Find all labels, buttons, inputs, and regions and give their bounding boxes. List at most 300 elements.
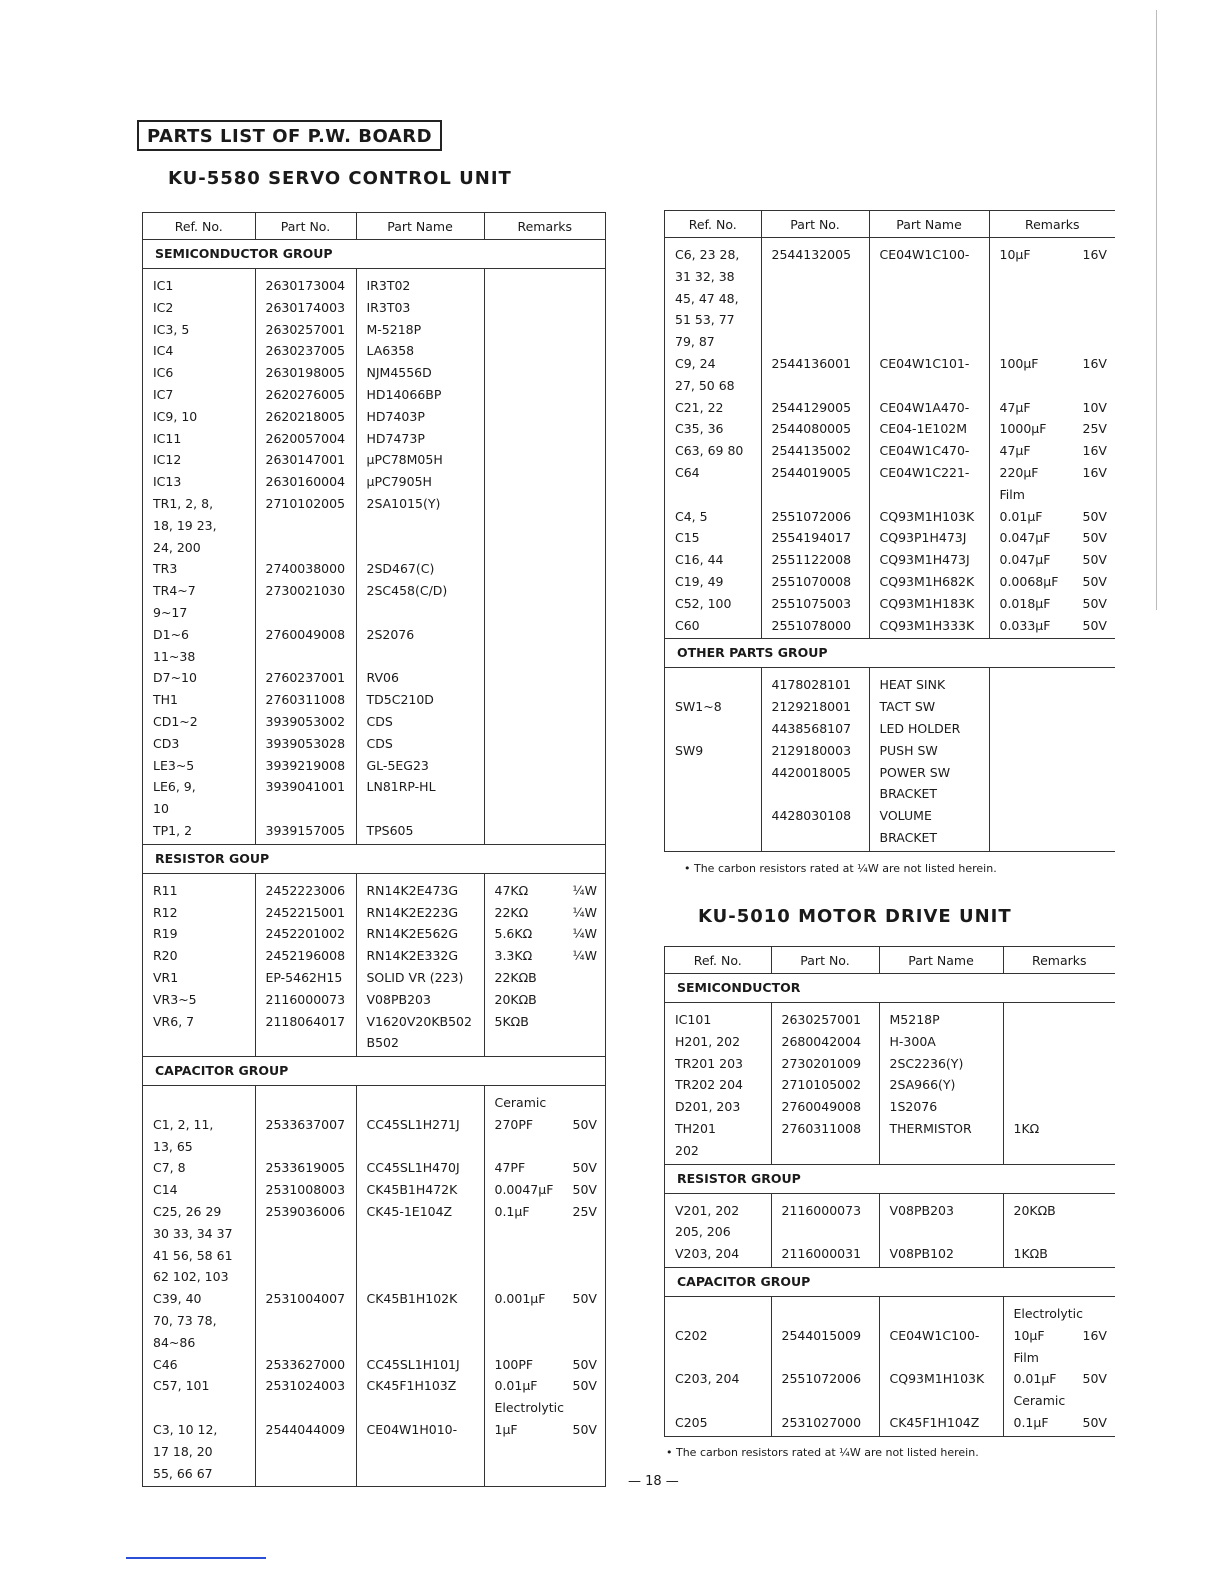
table-cell: CQ93M1H473J (879, 552, 970, 568)
table-cell: 2544080005 (771, 421, 852, 437)
remarks-rating: 50V (572, 1160, 597, 1176)
table-cell: 2531008003 (265, 1182, 346, 1198)
table-cell: 3939053002 (265, 713, 346, 729)
table-cell: 2116000073 (265, 991, 346, 1007)
table-cell: 2129218001 (771, 699, 852, 715)
table-cell: CE04-1E102M (879, 421, 968, 437)
table-cell: CC45SL1H470J (366, 1160, 460, 1176)
table-cell: 51 53, 77 (675, 312, 735, 328)
table-cell: POWER SW (879, 764, 951, 780)
group-heading: OTHER PARTS GROUP (665, 639, 1115, 668)
table-cell: CE04W1C100- (889, 1327, 980, 1343)
motor-parts-table (664, 946, 1115, 1437)
remarks-cell (1000, 244, 1108, 266)
remarks-cell (1014, 1140, 1108, 1162)
scan-edge-line (1156, 10, 1157, 610)
table-cell: 2452223006 (265, 882, 346, 898)
table-cell (266, 1463, 348, 1485)
remarks-rating: 16V (1082, 247, 1107, 262)
table-cell: 2533627000 (265, 1356, 346, 1372)
remarks-value: 100µF (999, 355, 1039, 371)
table-cell: 2452201002 (265, 926, 346, 942)
remarks-cell (1014, 1118, 1108, 1140)
remarks-cell (495, 1245, 598, 1267)
remarks-cell (495, 1092, 598, 1114)
table-cell: 2630173004 (265, 278, 346, 293)
table-cell: 2531004007 (265, 1291, 346, 1307)
table-cell (782, 1221, 871, 1243)
table-cell: M5218P (889, 1012, 940, 1027)
remarks-value (1014, 1031, 1018, 1053)
table-cell: IC2 (153, 299, 174, 315)
remarks-rating: 50V (1082, 508, 1107, 524)
table-cell: RN14K2E223G (366, 904, 459, 920)
table-cell: CK45B1H102K (366, 1291, 458, 1307)
table-cell: 205, 206 (675, 1224, 731, 1240)
remarks-value: 1KΩB (1013, 1246, 1048, 1262)
table-cell: EP-5462H15 (265, 969, 343, 985)
table-cell (153, 1397, 247, 1419)
table-cell: C64 (675, 464, 700, 480)
table-cell (880, 331, 981, 353)
remarks-value: 5.6KΩ (494, 926, 533, 942)
remarks-cell (1000, 397, 1108, 419)
remarks-cell (1000, 266, 1108, 288)
remarks-value: 0.001µF (494, 1291, 546, 1307)
table-cell: 202 (675, 1142, 699, 1158)
remarks-cell (495, 880, 598, 902)
remarks-value: 1µF (494, 1422, 518, 1438)
table-cell (782, 1303, 871, 1325)
table-cell: IC1 (153, 278, 174, 293)
table-cell: CE04W1C100- (879, 247, 970, 262)
table-cell: RN14K2E562G (366, 926, 459, 942)
remarks-value: 0.047µF (999, 552, 1051, 568)
group-rows (665, 668, 1115, 851)
remarks-value (1014, 1009, 1018, 1031)
table-cell (153, 1032, 247, 1054)
scan-underline-mark (126, 1557, 266, 1559)
table-cell (266, 1441, 348, 1463)
table-cell: 41 56, 58 61 (153, 1247, 233, 1263)
remarks-value (1014, 1221, 1018, 1243)
remarks-value (1014, 1053, 1018, 1075)
remarks-cell (1000, 288, 1108, 310)
remarks-rating: 50V (572, 1378, 597, 1394)
remarks-cell (1000, 418, 1108, 440)
table-cell (772, 783, 861, 805)
table-cell (266, 1092, 348, 1114)
table-cell: 2118064017 (265, 1013, 346, 1029)
table-cell: 2630147001 (265, 452, 346, 468)
remarks-value (495, 1441, 499, 1463)
remarks-value: 0.033µF (999, 617, 1051, 633)
remarks-cell (495, 902, 598, 924)
table-cell (675, 1303, 763, 1325)
group-heading: SEMICONDUCTOR (665, 974, 1115, 1003)
table-cell: C7, 8 (153, 1160, 186, 1176)
page-title: PARTS LIST OF P.W. BOARD (137, 120, 442, 151)
table-cell: 2539036006 (265, 1204, 346, 1220)
table-cell: 2129180003 (771, 742, 852, 758)
table-cell: CQ93M1H103K (879, 508, 975, 524)
table-cell: CQ93M1H183K (879, 595, 975, 611)
remarks-rating: 16V (1082, 464, 1107, 480)
table-cell: PUSH SW (879, 742, 938, 758)
remarks-value (1014, 1140, 1018, 1162)
remarks-cell (495, 1463, 598, 1485)
remarks-value: 0.0047µF (494, 1182, 554, 1198)
remarks-cell (1014, 1243, 1108, 1265)
table-cell: TH201 (675, 1120, 716, 1136)
remarks-cell (495, 967, 598, 989)
remarks-cell (1014, 1368, 1108, 1390)
table-cell (675, 762, 753, 784)
table-cell (772, 331, 861, 353)
remarks-value: 0.01µF (1013, 1371, 1057, 1387)
table-cell: R20 (153, 948, 178, 964)
remarks-cell (495, 1375, 598, 1397)
table-cell: LN81RP-HL (366, 779, 436, 795)
table-cell (367, 515, 476, 537)
remarks-rating: 25V (572, 1204, 597, 1220)
table-cell (772, 484, 861, 506)
table-cell: IC4 (153, 343, 174, 359)
table-header-row (665, 947, 1115, 974)
table-cell (675, 1347, 763, 1369)
remarks-cell (495, 1288, 598, 1310)
table-cell: CE04W1H010- (366, 1422, 458, 1438)
table-cell: C35, 36 (675, 421, 724, 437)
table-cell: CDS (366, 713, 393, 729)
remarks-cell (495, 1397, 598, 1419)
remarks-rating: 50V (1082, 530, 1107, 546)
remarks-value: 1000µF (999, 421, 1047, 437)
table-cell (782, 1140, 871, 1162)
table-cell: LE3~5 (153, 757, 195, 773)
remarks-cell (1014, 1412, 1108, 1434)
group-rows (143, 269, 605, 845)
table-cell: 2554194017 (771, 530, 852, 546)
table-cell: 2551078000 (771, 617, 852, 633)
table-cell: C4, 5 (675, 508, 708, 524)
table-cell (367, 646, 476, 668)
servo-unit-title: KU-5580 SERVO CONTROL UNIT (168, 168, 512, 189)
table-cell: HD7403P (366, 408, 425, 424)
table-cell: 79, 87 (675, 334, 715, 350)
table-cell: C16, 44 (675, 552, 724, 568)
table-cell: IC7 (153, 386, 174, 402)
table-cell: 3939041001 (265, 779, 346, 795)
remarks-value: 22KΩ (494, 904, 529, 920)
table-cell (266, 1223, 348, 1245)
remarks-rating: 50V (572, 1422, 597, 1438)
table-cell (367, 1245, 476, 1267)
table-cell: 84~86 (153, 1334, 196, 1350)
table-cell: 2680042004 (781, 1033, 862, 1049)
remarks-cell (495, 1441, 598, 1463)
header-part-name: Part Name (869, 211, 989, 238)
table-cell: 2630198005 (265, 365, 346, 381)
remarks-value (495, 1463, 499, 1485)
remarks-value (495, 1032, 499, 1054)
table-cell: 2710105002 (781, 1077, 862, 1093)
group-heading: RESISTOR GOUP (143, 844, 605, 873)
table-cell: HD14066BP (366, 386, 442, 402)
table-cell (367, 1310, 476, 1332)
table-cell: IC6 (153, 365, 174, 381)
remarks-cell (495, 1011, 598, 1033)
remarks-rating: 50V (1082, 1414, 1107, 1430)
remarks-cell (1000, 615, 1108, 637)
table-cell: 2SD467(C) (366, 561, 435, 577)
table-cell: 62 102, 103 (153, 1269, 229, 1285)
table-cell: C52, 100 (675, 595, 732, 611)
remarks-value (1014, 1096, 1018, 1118)
table-cell: SOLID VR (223) (366, 969, 464, 985)
remarks-value (495, 1136, 499, 1158)
table-cell: THERMISTOR (889, 1120, 972, 1136)
group-rows (665, 1193, 1115, 1267)
table-cell: 2544136001 (771, 355, 852, 371)
table-cell: CC45SL1H101J (366, 1356, 460, 1372)
table-header-row (665, 211, 1115, 238)
table-cell: LA6358 (366, 343, 415, 359)
remarks-rating: 50V (1082, 552, 1107, 568)
table-cell: C15 (675, 530, 700, 546)
table-cell: CE04W1A470- (879, 399, 970, 415)
table-cell (782, 1390, 871, 1412)
table-cell: 2533619005 (265, 1160, 346, 1176)
table-cell: M-5218P (366, 321, 422, 337)
table-cell: 3939157005 (265, 822, 346, 838)
table-cell: C21, 22 (675, 399, 724, 415)
group-rows (143, 873, 605, 1056)
remarks-cell (1014, 1031, 1108, 1053)
table-cell: TR3 (153, 561, 178, 577)
remarks-rating: 50V (1082, 595, 1107, 611)
remarks-rating: 16V (1082, 355, 1107, 371)
remarks-cell (495, 1114, 598, 1136)
remarks-cell (1014, 1074, 1108, 1096)
table-cell: 2630237005 (265, 343, 346, 359)
table-cell: 2620218005 (265, 408, 346, 424)
table-cell: BRACKET (879, 829, 938, 845)
table-cell: C203, 204 (675, 1371, 740, 1387)
remarks-value: 0.1µF (1013, 1414, 1049, 1430)
table-cell: 2551072006 (771, 508, 852, 524)
remarks-cell (1000, 375, 1108, 397)
table-cell: C57, 101 (153, 1378, 210, 1394)
remarks-rating: 10V (1082, 399, 1107, 415)
table-cell: D7~10 (153, 670, 197, 686)
table-cell: C3, 10 12, (153, 1422, 218, 1438)
table-cell: HD7473P (366, 430, 425, 446)
table-cell: 2116000031 (781, 1246, 862, 1262)
table-cell: 2544019005 (771, 464, 852, 480)
table-cell: 2620276005 (265, 386, 346, 402)
table-cell: 18, 19 23, (153, 517, 217, 533)
table-cell: 2740038000 (265, 561, 346, 577)
table-cell: 2452215001 (265, 904, 346, 920)
table-cell: IR3T02 (366, 278, 411, 293)
remarks-value: 47µF (999, 399, 1031, 415)
table-cell: C19, 49 (675, 573, 724, 589)
remarks-cell (1000, 462, 1108, 484)
remarks-cell (495, 1136, 598, 1158)
remarks-cell (1000, 331, 1108, 353)
remarks-cell (495, 1223, 598, 1245)
table-cell (880, 266, 981, 288)
remarks-cell (495, 1310, 598, 1332)
table-cell (266, 798, 348, 820)
remarks-cell (495, 1266, 598, 1288)
table-cell: CQ93P1H473J (879, 530, 967, 546)
remarks-rating: 16V (1082, 443, 1107, 459)
table-cell: IC9, 10 (153, 408, 198, 424)
remarks-value (495, 1245, 499, 1267)
table-cell (772, 309, 861, 331)
table-cell: 2531027000 (781, 1414, 862, 1430)
table-cell: 2551072006 (781, 1371, 862, 1387)
remarks-value: 47PF (494, 1160, 526, 1176)
table-cell: CE04W1C101- (879, 355, 970, 371)
table-cell: 2760311008 (781, 1120, 862, 1136)
remarks-cell (1000, 527, 1108, 549)
table-cell: TR201 203 (675, 1055, 744, 1071)
table-cell: V08PB203 (366, 991, 431, 1007)
table-cell: 2630257001 (781, 1012, 862, 1027)
servo-parts-table (142, 212, 606, 1487)
table-cell: CC45SL1H271J (366, 1116, 460, 1132)
table-cell: µPC78M05H (366, 452, 443, 468)
table-cell (367, 1092, 476, 1114)
table-cell: V08PB203 (889, 1202, 954, 1218)
table-cell (880, 375, 981, 397)
table-cell: IR3T03 (366, 299, 411, 315)
table-cell (772, 288, 861, 310)
remarks-rating: ¼W (572, 948, 597, 964)
table-cell: IC13 (153, 474, 182, 490)
table-cell: NJM4556D (366, 365, 432, 381)
table-cell: TR4~7 (153, 583, 196, 599)
remarks-value: Electrolytic (1013, 1305, 1083, 1321)
table-cell (880, 288, 981, 310)
table-cell: R12 (153, 904, 178, 920)
table-cell (153, 1092, 247, 1114)
remarks-value: 0.0068µF (999, 573, 1059, 589)
remarks-cell (1000, 593, 1108, 615)
table-cell: C63, 69 80 (675, 443, 744, 459)
table-cell: RN14K2E473G (366, 882, 459, 898)
remarks-rating: 25V (1082, 421, 1107, 437)
table-cell: V201, 202 (675, 1202, 740, 1218)
remarks-cell (495, 923, 598, 945)
table-cell (675, 827, 753, 849)
table-cell: VR6, 7 (153, 1013, 195, 1029)
group-rows (665, 1296, 1115, 1435)
remarks-cell (1014, 1390, 1108, 1412)
table-cell: 17 18, 20 (153, 1443, 213, 1459)
table-cell: 4178028101 (771, 677, 852, 693)
table-cell: GL-5EG23 (366, 757, 429, 773)
table-cell (367, 537, 476, 559)
table-cell (772, 375, 861, 397)
table-cell: C25, 26 29 (153, 1204, 222, 1220)
table-cell: 27, 50 68 (675, 377, 735, 393)
table-cell: 2SC458(C/D) (366, 583, 448, 599)
remarks-cell (495, 1179, 598, 1201)
table-cell: 45, 47 48, (675, 290, 739, 306)
table-cell: 2760049008 (781, 1099, 862, 1115)
remarks-rating: 50V (572, 1291, 597, 1307)
table-cell: RN14K2E332G (366, 948, 459, 964)
remarks-value: 20KΩB (1013, 1202, 1056, 1218)
table-cell: 30 33, 34 37 (153, 1225, 233, 1241)
table-cell (367, 798, 476, 820)
table-cell (367, 1441, 476, 1463)
table-cell (675, 783, 753, 805)
header-ref: Ref. No. (665, 947, 771, 974)
remarks-value: 10µF (999, 247, 1031, 262)
table-cell: V203, 204 (675, 1246, 740, 1262)
group-heading: SEMICONDUCTOR GROUP (143, 240, 605, 269)
table-cell (266, 646, 348, 668)
table-cell (266, 1032, 348, 1054)
remarks-value: 47µF (999, 443, 1031, 459)
remarks-value: 47KΩ (494, 882, 529, 898)
group-rows (665, 238, 1115, 639)
remarks-value (1000, 288, 1004, 310)
remarks-value: 0.018µF (999, 595, 1051, 611)
table-cell: V08PB102 (889, 1246, 954, 1262)
remarks-value: Ceramic (494, 1095, 547, 1111)
remarks-value: 3.3KΩ (494, 948, 533, 964)
table-cell: LED HOLDER (879, 720, 961, 736)
table-cell: C14 (153, 1182, 178, 1198)
remarks-value (495, 1266, 499, 1288)
servo-parts-table-continued (664, 210, 1115, 852)
table-cell (675, 484, 753, 506)
table-cell: 2710102005 (265, 495, 346, 511)
table-cell: TH1 (153, 692, 178, 708)
table-cell: 2544132005 (771, 247, 852, 262)
remarks-value (495, 1310, 499, 1332)
table-cell (890, 1347, 995, 1369)
table-cell: 70, 73 78, (153, 1313, 217, 1329)
table-cell: C9, 24 (675, 355, 716, 371)
remarks-rating: 50V (1082, 617, 1107, 633)
table-cell: 55, 66 67 (153, 1465, 213, 1481)
header-ref: Ref. No. (665, 211, 761, 238)
group-rows (665, 1003, 1115, 1165)
table-cell: 2551122008 (771, 552, 852, 568)
remarks-rating: 50V (572, 1356, 597, 1372)
table-cell (675, 718, 753, 740)
table-cell (266, 1397, 348, 1419)
motor-unit-title: KU-5010 MOTOR DRIVE UNIT (698, 906, 1012, 927)
group-heading: CAPACITOR GROUP (143, 1057, 605, 1086)
table-cell (675, 674, 753, 696)
table-cell: C1, 2, 11, (153, 1116, 214, 1132)
table-cell (266, 602, 348, 624)
table-cell (367, 1397, 476, 1419)
table-cell: 2630160004 (265, 474, 346, 490)
remarks-value (495, 1223, 499, 1245)
table-cell: 2452196008 (265, 948, 346, 964)
header-part-name: Part Name (879, 947, 1003, 974)
table-header-row (143, 213, 605, 240)
